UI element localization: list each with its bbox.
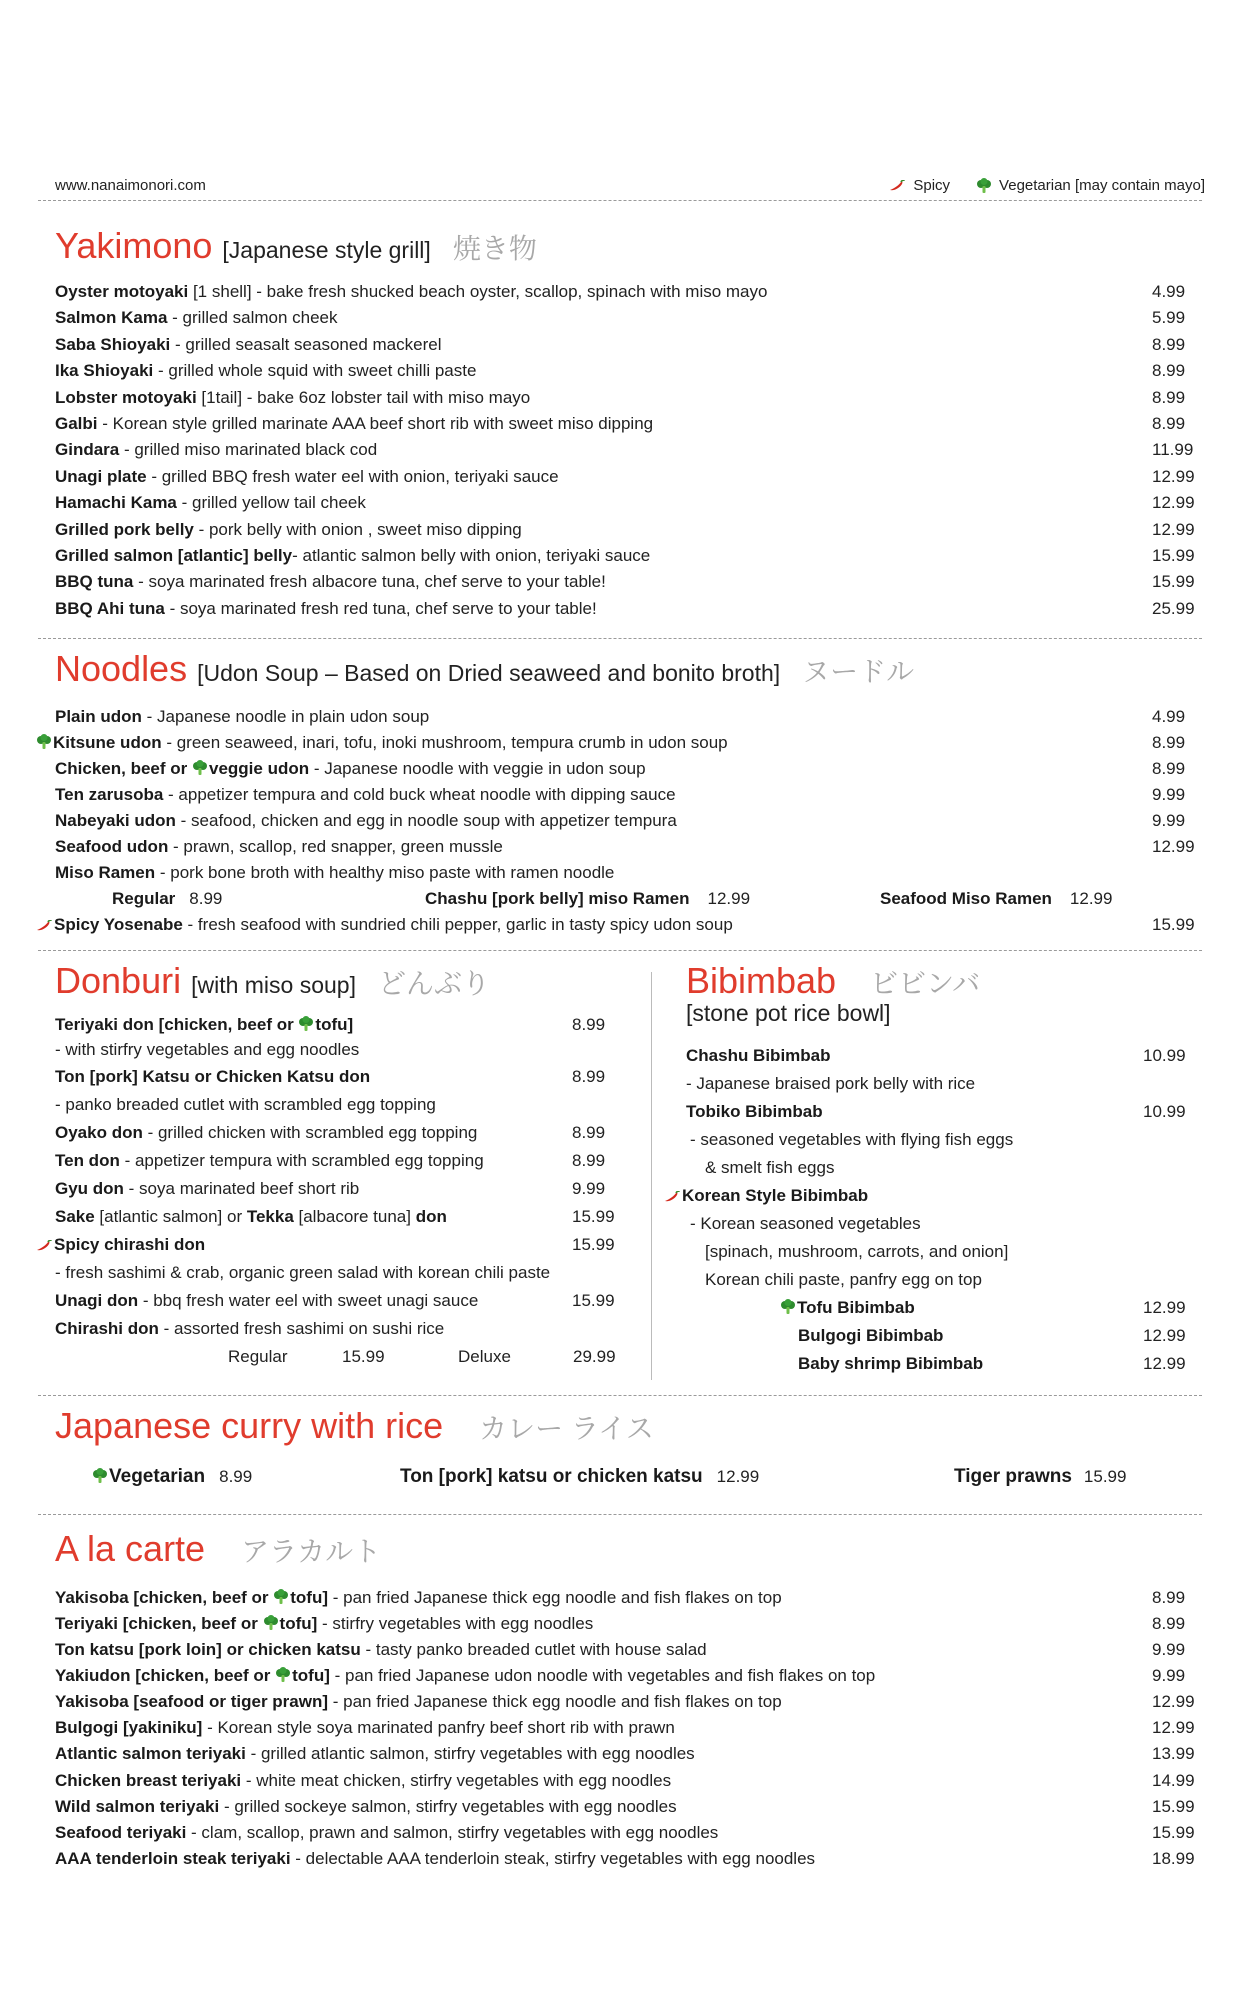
menu-item [55,332,441,358]
item-price: 9.99 [1152,785,1186,804]
section-title: Japanese curry with rice [55,1405,444,1446]
item-name: veggie udon [208,759,310,778]
menu-item [55,808,677,834]
item-price: 9.99 [572,1179,606,1198]
item-name: Bulgogi Bibimbab [798,1326,944,1345]
item-name: Bulgogi [yakiniku] [55,1718,203,1738]
option-price: 12.99 [716,1467,760,1486]
item-desc-line [55,1092,436,1118]
menu-item [798,1351,983,1377]
menu-item [55,1148,484,1174]
item-name: Ika Shioyaki [55,361,154,381]
item-desc: - bbq fresh water eel with sweet unagi sauce [138,1291,479,1310]
item-name: Tekka [246,1207,294,1226]
section-title: Yakimono [55,225,213,266]
section-header-bibimbab [686,960,980,1002]
item-desc: - delectable AAA tenderloin steak, stirfry vegetables with egg noodles [290,1849,816,1869]
item-name: Saba Shioyaki [55,334,171,354]
item-desc: - grilled whole squid with sweet chilli paste [153,361,477,381]
item-price: 12.99 [1152,519,1195,539]
divider [38,200,1202,201]
broccoli-icon [273,1589,289,1605]
item-desc: - appetizer tempura and cold buck wheat noodle with dipping sauce [163,785,676,804]
section-subtitle: [Udon Soup – Based on Dried seaweed and bonito broth] [197,660,781,686]
curry-option-vegetarian [92,1464,252,1490]
broccoli-icon [92,1468,108,1484]
section-title: Donburi [55,960,182,1001]
broccoli-icon [275,1667,291,1683]
section-japanese-title: ビビンバ [870,968,981,999]
section-japanese-title: ヌードル [802,656,915,687]
item-price: 8.99 [1152,1588,1186,1607]
item-desc: - Japanese noodle in plain udon soup [141,707,430,726]
item-desc: [albacore tuna] [293,1207,416,1226]
item-price: 8.99 [572,1151,606,1170]
item-desc: - Korean style soya marinated panfry beef short rib with prawn [202,1718,675,1738]
option-price: 15.99 [1083,1467,1127,1486]
legend-spicy [889,177,950,194]
menu-item [55,464,559,490]
chirashi-regular-price [342,1344,385,1370]
section-subtitle: [Japanese style grill] [222,237,431,263]
item-name: Spicy Yosenabe [54,915,183,934]
item-desc: - soya marinated fresh albacore tuna, chef serve to your table! [133,572,606,592]
item-desc: & smelt fish eggs [705,1158,835,1177]
curry-option-katsu [400,1464,759,1490]
item-price: 5.99 [1152,308,1186,328]
item-name: Nabeyaki udon [55,811,176,830]
menu-item [686,1099,823,1125]
curry-option-tiger-prawns [954,1464,1126,1490]
item-desc: - grilled atlantic salmon, stirfry vegetables with egg noodles [245,1744,695,1764]
item-name: Chirashi don [55,1319,159,1338]
legend-vegetarian [976,177,1205,194]
menu-item [55,1663,875,1689]
item-name: BBQ tuna [55,572,134,592]
item-name: Chicken breast teriyaki [55,1770,242,1790]
item-name: Galbi [55,414,98,433]
item-desc: - pork belly with onion , sweet miso dipping [193,519,522,539]
menu-item [55,1288,478,1314]
item-name: Seafood udon [55,837,169,856]
chirashi-deluxe [458,1344,511,1370]
item-desc: - fresh sashimi & crab, organic green salad with korean chili paste [55,1263,551,1282]
item-price: 14.99 [1152,1770,1195,1790]
item-price: 25.99 [1152,598,1195,618]
item-desc: - pan fried Japanese thick egg noodle and fish flakes on top [328,1692,782,1711]
menu-item [55,704,429,730]
option-name: Chashu [pork belly] miso Ramen [425,889,690,908]
section-japanese-title: 焼き物 [452,233,537,264]
option-name: Regular [228,1347,288,1366]
item-name: Oyako don [55,1123,143,1142]
item-desc: Korean chili paste, panfry egg on top [705,1270,982,1289]
item-desc: - fresh seafood with sundried chili pepper, garlic in tasty spicy udon soup [182,915,733,934]
item-price: 15.99 [572,1235,615,1254]
item-name: Atlantic salmon teriyaki [55,1744,246,1764]
item-price: 15.99 [572,1207,615,1226]
chili-icon [889,180,905,192]
item-desc: - seafood, chicken and egg in noodle soup with appetizer tempura [175,811,677,830]
item-name: Ton [pork] Katsu or Chicken Katsu don [55,1067,371,1086]
ramen-option-regular [112,886,222,912]
item-desc-line [690,1127,1013,1153]
menu-item [55,411,653,437]
broccoli-icon [298,1016,314,1032]
item-desc-line [690,1211,921,1237]
item-price: 8.99 [1152,334,1186,354]
item-name: Salmon Kama [55,308,168,328]
item-desc-line [705,1239,1008,1265]
section-title: Bibimbab [686,960,837,1001]
item-name: AAA tenderloin steak teriyaki [55,1849,291,1869]
menu-item [55,1846,815,1872]
section-japanese-title: カレー ライス [479,1413,654,1444]
menu-item [55,1585,782,1611]
menu-item [55,437,377,463]
item-name: Unagi plate [55,466,147,486]
item-desc: - grilled yellow tail cheek [176,493,366,513]
section-header-noodles [55,648,914,690]
menu-item [55,596,597,622]
menu-item [36,730,728,756]
item-name: Gindara [55,440,120,460]
item-name: Ten zarusoba [55,785,164,804]
item-name: Hamachi Kama [55,493,177,513]
chili-icon [36,920,52,932]
item-price: 9.99 [1152,1666,1186,1685]
menu-item [55,569,606,595]
item-name: BBQ Ahi tuna [55,598,165,618]
item-desc-line [55,1260,550,1286]
menu-item [664,1183,868,1209]
item-desc: - soya marinated beef short rib [123,1179,360,1198]
item-name: Chashu Bibimbab [686,1046,831,1065]
legend-spicy-label: Spicy [913,177,951,194]
item-name: Ten don [55,1151,120,1170]
menu-item [55,543,650,569]
section-title: Noodles [55,648,188,689]
menu-item [55,1204,447,1230]
top-bar [55,175,1205,199]
item-name: Gyu don [55,1179,124,1198]
item-desc: - soya marinated fresh red tuna, chef serve to your table! [164,598,597,618]
section-header-yakimono [55,225,537,267]
item-name: Spicy chirashi don [54,1235,206,1254]
option-name: Deluxe [458,1347,511,1366]
broccoli-icon [976,178,992,194]
item-desc: - grilled seasalt seasoned mackerel [170,334,442,354]
option-price: 8.99 [189,889,223,908]
section-header-donburi [55,960,490,1002]
item-desc: - with stirfry vegetables and egg noodles [55,1040,360,1059]
item-desc: - grilled miso marinated black cod [119,440,378,460]
menu-item [55,834,503,860]
item-desc-line [55,1037,359,1063]
legend [889,177,1205,194]
chili-icon [664,1191,680,1203]
menu-item [55,756,646,782]
item-name: Kitsune udon [53,733,162,752]
item-price: 15.99 [1152,572,1195,592]
item-name: tofu] [315,1015,354,1034]
item-name: Grilled pork belly [55,519,194,539]
section-japanese-title: どんぶり [377,968,490,999]
item-price: 12.99 [1143,1326,1186,1345]
item-name: Yakisoba [chicken, beef or [55,1588,274,1607]
item-name: Yakiudon [chicken, beef or [55,1666,276,1685]
item-name: Sake [55,1207,95,1226]
item-desc: - clam, scallop, prawn and salmon, stirfry vegetables with egg noodles [186,1823,719,1842]
item-desc: [1 shell] - bake fresh shucked beach oyster, scallop, spinach with miso mayo [188,282,768,301]
item-desc-line [705,1267,982,1293]
item-name: tofu] [279,1614,318,1633]
chirashi-regular [228,1344,288,1370]
item-desc: - seasoned vegetables with flying fish eggs [690,1130,1014,1149]
item-price: 12.99 [1152,837,1195,856]
item-name: Grilled salmon [atlantic] belly [55,546,293,565]
section-subtitle: [stone pot rice bowl] [686,1000,891,1026]
divider [38,950,1202,951]
item-desc: - green seaweed, inari, tofu, inoki mushroom, tempura crumb in udon soup [161,733,728,752]
menu-item [55,1794,677,1820]
option-name: Regular [112,889,176,908]
menu-item [55,279,767,305]
menu-item [55,490,366,516]
menu-item [55,1689,782,1715]
menu-item [55,1637,707,1663]
option-name: Ton [pork] katsu or chicken katsu [400,1466,703,1487]
item-name: tofu] [292,1666,330,1685]
divider [38,1514,1202,1515]
item-price: 10.99 [1143,1102,1186,1121]
item-desc: - pork bone broth with healthy miso paste with ramen noodle [155,863,615,882]
menu-item [55,1012,353,1038]
menu-item [55,1611,593,1637]
option-price: 12.99 [1069,889,1113,908]
broccoli-icon [36,734,52,750]
item-name: Teriyaki don [chicken, beef or [55,1015,299,1034]
item-name: Lobster motoyaki [55,387,197,407]
item-price: 8.99 [1152,387,1186,407]
website-url[interactable]: www.nanaimonori.com [55,177,206,194]
option-price: 29.99 [573,1347,616,1366]
item-price: 4.99 [1152,282,1186,301]
item-desc: [spinach, mushroom, carrots, and onion] [705,1242,1009,1261]
item-price: 8.99 [1152,361,1186,381]
item-desc: - panko breaded cutlet with scrambled egg topping [55,1095,436,1114]
menu-item [55,1176,359,1202]
section-japanese-title: アラカルト [241,1536,382,1567]
item-desc: - grilled chicken with scrambled egg topping [142,1123,478,1142]
item-price: 8.99 [1152,733,1186,752]
menu-item [55,860,614,886]
divider [38,638,1202,639]
item-price: 11.99 [1152,440,1194,460]
item-price: 8.99 [572,1123,606,1142]
item-name: Korean Style Bibimbab [682,1186,869,1205]
item-price: 15.99 [1152,915,1195,934]
broccoli-icon [780,1299,796,1315]
item-desc: - stirfry vegetables with egg noodles [317,1614,594,1633]
item-name: Oyster motoyaki [55,282,189,301]
item-price: 12.99 [1152,1692,1195,1711]
item-price: 9.99 [1152,1640,1186,1659]
option-price: 15.99 [342,1347,385,1366]
menu-item [55,1064,370,1090]
item-desc: - Japanese braised pork belly with rice [686,1074,976,1093]
ramen-option-seafood [880,886,1112,912]
divider [38,1395,1202,1396]
item-price: 12.99 [1152,493,1195,513]
broccoli-icon [263,1615,279,1631]
item-price: 12.99 [1152,466,1195,486]
item-price: 12.99 [1143,1298,1186,1317]
item-price: 13.99 [1152,1744,1195,1764]
option-name: Tiger prawns [954,1466,1072,1487]
item-name: Miso Ramen [55,863,156,882]
item-price: 15.99 [1152,1796,1195,1816]
item-desc: - prawn, scallop, red snapper, green mussle [168,837,503,856]
menu-item [55,358,476,384]
item-price: 8.99 [572,1015,606,1034]
chirashi-deluxe-price [573,1344,616,1370]
menu-item [55,1715,675,1741]
item-price: 15.99 [1152,1823,1195,1842]
item-price: 8.99 [572,1067,606,1086]
item-name: Seafood teriyaki [55,1823,187,1842]
item-name: Tofu Bibimbab [797,1298,915,1317]
menu-item [55,1316,444,1342]
section-subtitle-bibimbab [686,1000,891,1027]
item-name: Plain udon [55,707,142,726]
chili-icon [36,1240,52,1252]
item-price: 18.99 [1152,1849,1195,1869]
item-price: 15.99 [572,1291,615,1310]
item-price: 8.99 [1152,1614,1186,1633]
item-desc: - Korean style grilled marinate AAA beef short rib with sweet miso dipping [97,414,654,433]
section-subtitle: [with miso soup] [191,972,356,998]
option-name: Seafood Miso Ramen [880,889,1052,908]
item-desc: - grilled sockeye salmon, stirfry vegetables with egg noodles [219,1796,677,1816]
section-header-alacarte [55,1528,381,1570]
menu-item [55,782,676,808]
item-desc: - grilled salmon cheek [167,308,338,328]
option-name: Vegetarian [109,1466,206,1487]
menu-item [55,385,530,411]
item-desc: - appetizer tempura with scrambled egg topping [119,1151,484,1170]
broccoli-icon [192,760,208,776]
item-desc: - white meat chicken, stirfry vegetables with egg noodles [241,1770,672,1790]
item-desc: - tasty panko breaded cutlet with house salad [360,1640,707,1659]
ramen-option-chashu [425,886,750,912]
menu-item [55,1741,695,1767]
item-price: 12.99 [1152,1718,1195,1738]
option-price: 8.99 [219,1467,253,1486]
menu-item [55,1820,718,1846]
menu-item [55,517,522,543]
menu-item [36,912,733,938]
item-name: Unagi don [55,1291,139,1310]
item-name: Chicken, beef or [55,759,192,778]
item-name: Yakisoba [seafood or tiger prawn] [55,1692,329,1711]
menu-item [36,1232,205,1258]
legend-vegetarian-label: Vegetarian [may contain mayo] [999,177,1205,194]
item-desc-line [705,1155,834,1181]
item-price: 8.99 [1152,414,1186,433]
item-name: Tobiko Bibimbab [686,1102,823,1121]
menu-item [780,1295,915,1321]
item-price: 8.99 [1152,759,1186,778]
item-desc: - assorted fresh sashimi on sushi rice [158,1319,445,1338]
column-divider [651,972,652,1380]
item-price: 10.99 [1143,1046,1186,1065]
item-desc: - pan fried Japanese thick egg noodle and fish flakes on top [328,1588,782,1607]
item-desc: - Korean seasoned vegetables [690,1214,921,1233]
item-desc: - atlantic salmon belly with onion, teriyaki sauce [292,546,651,565]
section-title: A la carte [55,1528,206,1569]
item-desc: [atlantic salmon] or [94,1207,247,1226]
item-name: Baby shrimp Bibimbab [798,1354,984,1373]
item-price: 12.99 [1143,1354,1186,1373]
option-price: 12.99 [707,889,751,908]
menu-item [55,1768,671,1794]
menu-item [798,1323,943,1349]
item-desc-line [686,1071,975,1097]
item-name: Teriyaki [chicken, beef or [55,1614,263,1633]
item-price: 15.99 [1152,546,1195,565]
item-name: Wild salmon teriyaki [55,1796,220,1816]
section-header-curry [55,1405,654,1447]
item-name: Ton katsu [pork loin] or chicken katsu [55,1640,361,1659]
item-desc: - pan fried Japanese udon noodle with vegetables and fish flakes on top [329,1666,876,1685]
menu-item [55,1120,477,1146]
menu-item [686,1043,831,1069]
item-desc: - grilled BBQ fresh water eel with onion, teriyaki sauce [146,466,559,486]
item-price: 4.99 [1152,707,1186,726]
item-price: 9.99 [1152,811,1186,830]
item-desc: - Japanese noodle with veggie in udon soup [309,759,646,778]
item-desc: [1tail] - bake 6oz lobster tail with miso mayo [196,387,531,407]
menu-item [55,305,338,331]
item-name: don [415,1207,447,1226]
item-name: tofu] [290,1588,329,1607]
